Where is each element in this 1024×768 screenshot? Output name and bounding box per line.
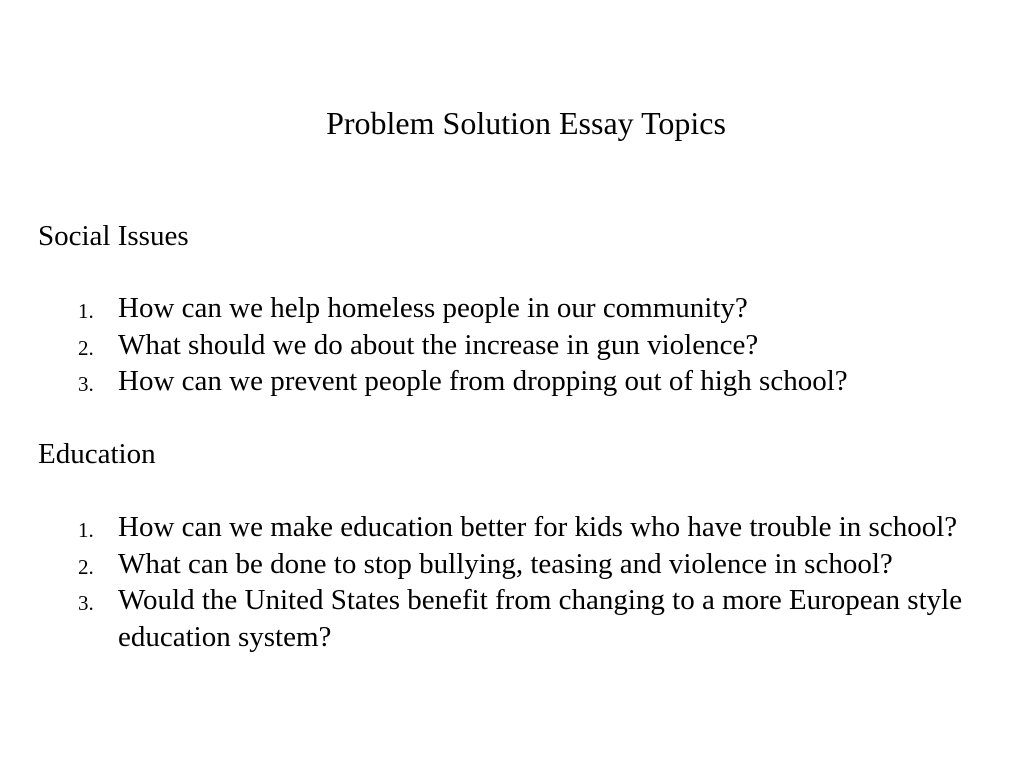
list-item: [0, 582, 978, 655]
list-item-text: How can we make education better for kids who have trouble in school?: [118, 511, 958, 543]
list-item-text: How can we prevent people from dropping out of high school?: [118, 365, 848, 397]
education-list: [0, 509, 1024, 655]
list-item-number: 1.: [78, 299, 94, 323]
list-item: [0, 327, 978, 364]
list-item-text: Would the United States benefit from changing to a more European style education system?: [118, 584, 963, 653]
list-item-text: What can be done to stop bullying, teasing and violence in school?: [118, 547, 893, 580]
list-item-text: What should we do about the increase in gun violence?: [118, 328, 759, 361]
page-title: Problem Solution Essay Topics: [326, 105, 726, 141]
list-item-number: 3.: [78, 591, 94, 615]
list-item: [0, 509, 978, 546]
list-item: [0, 290, 978, 327]
list-item-text: How can we help homeless people in our community?: [118, 292, 748, 324]
list-item: [0, 546, 978, 583]
list-item: [0, 363, 978, 400]
list-item-number: 1.: [78, 518, 94, 542]
list-item-number: 2.: [78, 554, 94, 579]
list-item-number: 2.: [78, 335, 94, 360]
social-issues-list: [0, 290, 1024, 400]
section-heading-social-issues: Social Issues: [38, 220, 189, 252]
list-item-number: 3.: [78, 372, 94, 396]
section-heading-education: Education: [38, 438, 156, 470]
